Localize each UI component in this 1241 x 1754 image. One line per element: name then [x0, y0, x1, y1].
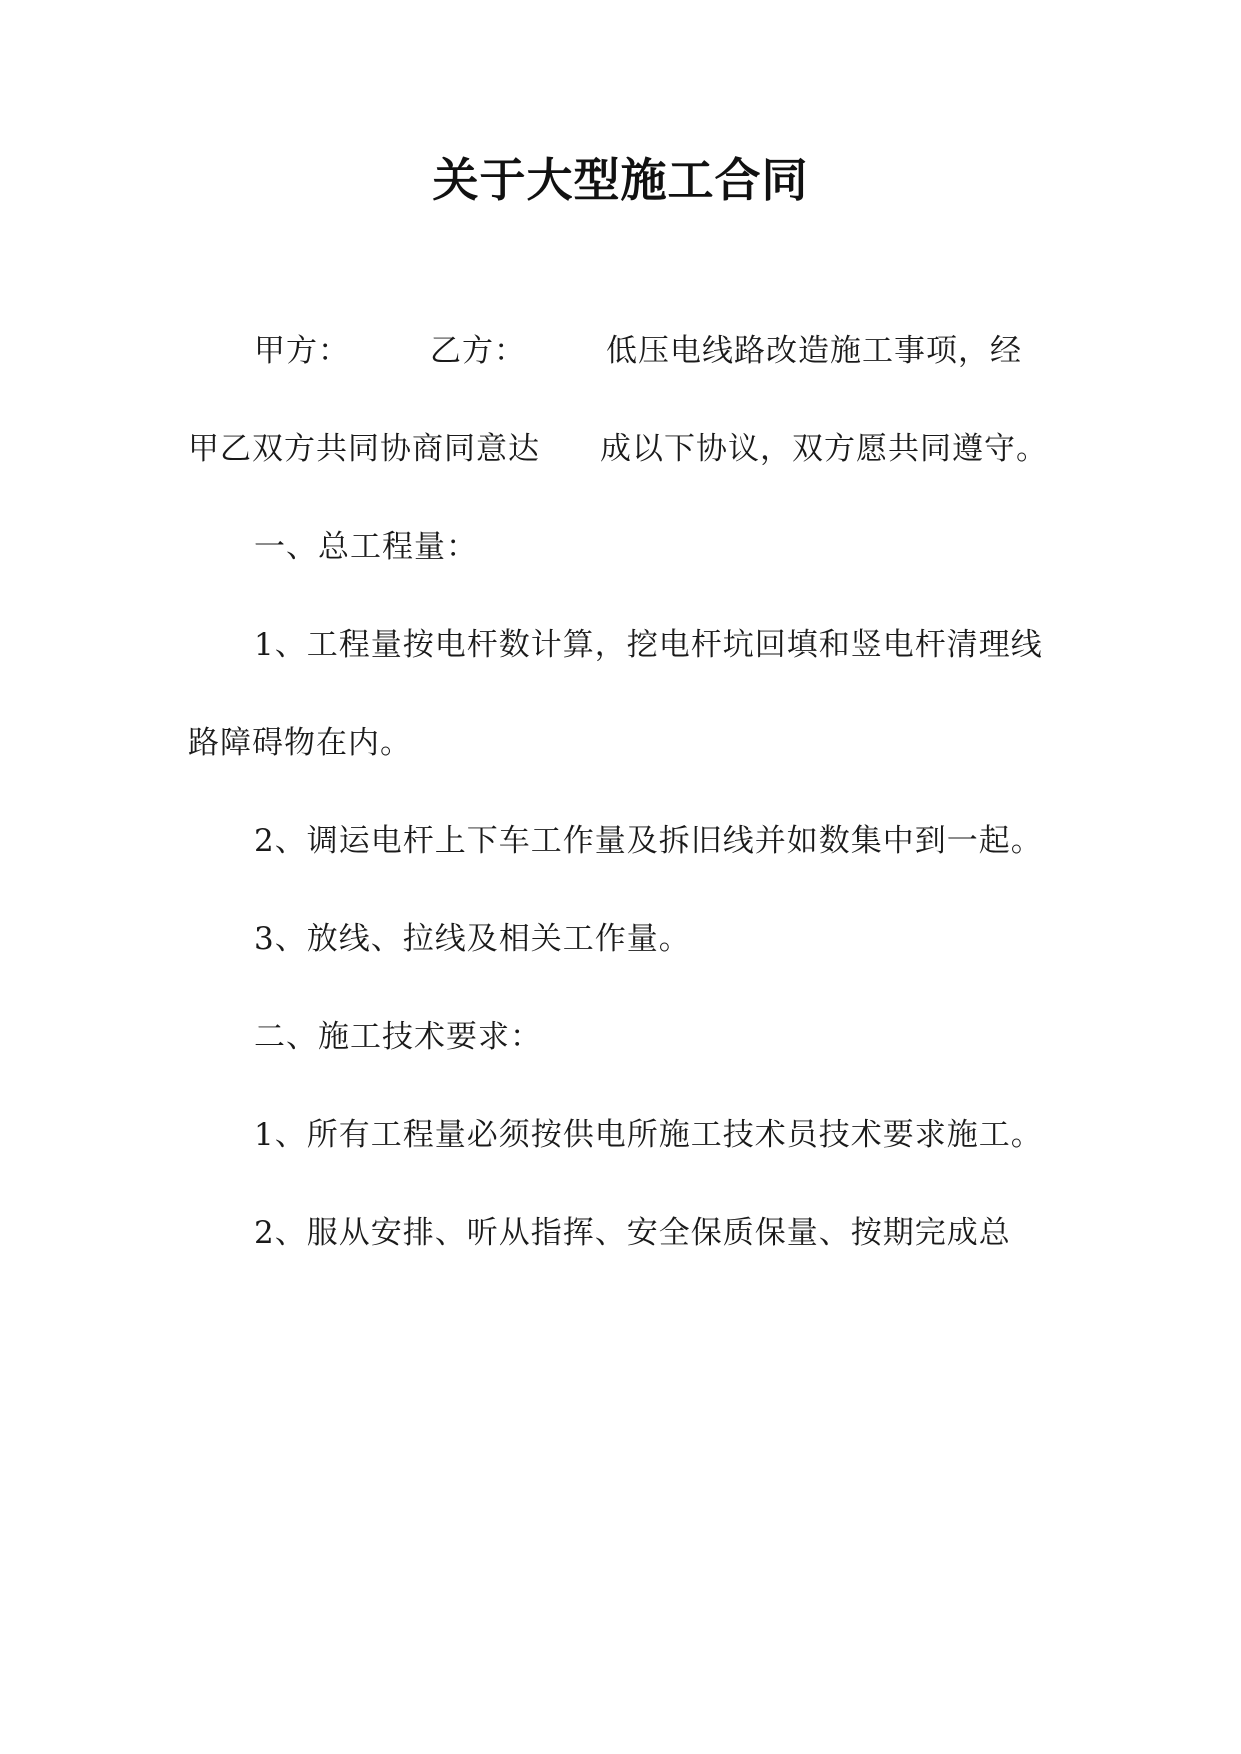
intro-paragraph	[188, 302, 1050, 498]
party-b-label: 乙方：	[430, 333, 526, 369]
party-a-label: 甲方：	[254, 333, 350, 369]
intro-text: 成以下协议，双方愿共同遵守。	[600, 431, 1048, 467]
section-heading: 一、总工程量：	[254, 529, 478, 565]
clause-paragraph: 1、工程量按电杆数计算，挖电杆坑回填和竖电杆清理线路障碍物在内。	[188, 627, 1043, 761]
clause-paragraph: 1、所有工程量必须按供电所施工技术员技术要求施工。	[254, 1117, 1043, 1153]
intro-text: 低压电线路改造施工事项，经甲乙双方共同协商同意达	[188, 333, 1022, 467]
clause-paragraph: 3、放线、拉线及相关工作量。	[254, 921, 691, 957]
document-body	[188, 302, 1050, 1282]
clause-paragraph: 2、服从安排、听从指挥、安全保质保量、按期完成总	[254, 1215, 1011, 1251]
document-title: 关于大型施工合同	[432, 153, 809, 207]
section-heading: 二、施工技术要求：	[254, 1019, 542, 1055]
clause-paragraph: 2、调运电杆上下车工作量及拆旧线并如数集中到一起。	[254, 823, 1043, 859]
